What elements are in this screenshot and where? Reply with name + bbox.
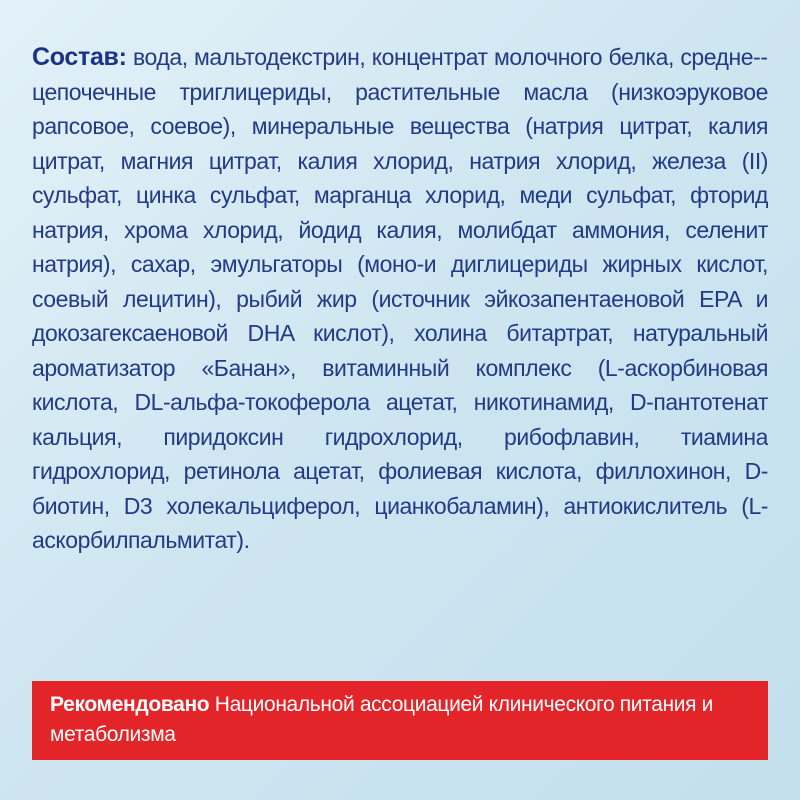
recommendation-banner [32,681,768,760]
recommendation-text [50,690,754,750]
composition-ingredients-text: вода, мальтодекстрин, концентрат молочного белка, средне-цепочечные триглицериды, растительные масла (низкоэруковое рапсовое, соевое), минеральные вещества (натрия цитрат, калия цитрат, магния цитрат, калия хлорид, натрия хлорид, железа (II) сульфат, цинка сульфат, марганца хлорид, меди сульфат, фторид натрия, хрома хлорид, йодид калия, молибдат аммония, селенит натрия), сахар, эмульгаторы (моно-и диглицериды жирных кислот, соевый лецитин), рыбий жир (источник эйкозапентаеновой EPA и докозагексаеновой DHA кислот), холина битартрат, натуральный ароматизатор «Банан», витаминный комплекс (L-аскорбиновая кислота, DL-альфа-токоферола ацетат, никотинамид, D-пантотенат кальция, пиридоксин гидрохлорид, рибофлавин, тиамина гидрохлорид, ретинола ацетат, фолиевая кислота, филлохинон, D-биотин, D3 холекальциферол, цианкобаламин), антиокислитель (L-аскорбилпальмитат). [32,44,768,553]
composition-paragraph [32,40,768,558]
recommendation-bold-word: Рекомендовано [50,693,210,716]
recommendation-organization: Национальной ассоциацией клинического питания и метаболизма [50,693,714,746]
composition-section [32,40,768,660]
composition-heading: Состав: [32,43,127,71]
